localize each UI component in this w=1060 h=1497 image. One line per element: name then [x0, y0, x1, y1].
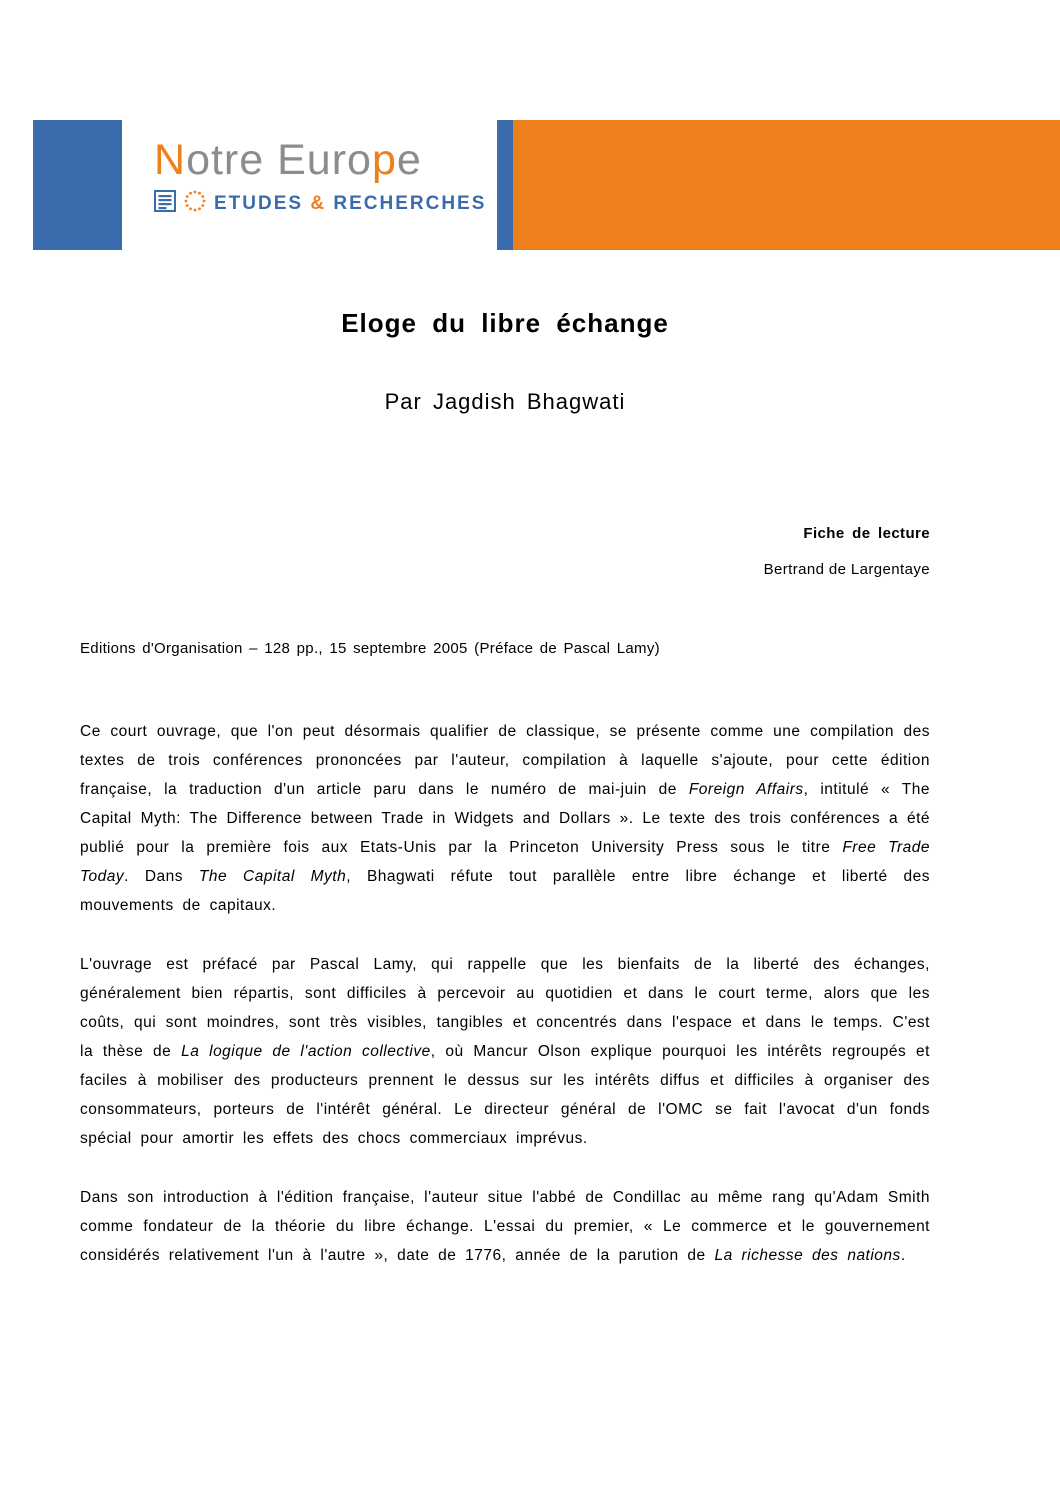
document-body — [80, 250, 930, 1270]
paragraph-1: Ce court ouvrage, que l'on peut désormais qualifier de classique, se présente comme une compilation des textes de trois conférences prononcées par l'auteur, compilation à laquelle s'ajoute, pour cette édition française, la traduction d'un article paru dans le numéro de mai-juin de Foreign Affairs, intitulé « The Capital Myth: The Difference between Trade in Widgets and Dollars ». Le texte des trois conférences a été publié pour la première fois aux Etats-Unis par la Princeton University Press sous le titre Free Trade Today. Dans The Capital Myth, Bhagwati réfute tout parallèle entre libre échange et liberté des mouvements de capitaux. — [80, 723, 930, 914]
logo-text-mid: otre Euro — [186, 136, 372, 184]
review-meta — [80, 525, 930, 578]
banner-orange-block — [513, 120, 1060, 250]
banner-blue-block — [33, 120, 122, 250]
notre-europe-logo — [122, 120, 497, 250]
banner-divider-strip — [497, 120, 513, 250]
review-type-label: Fiche de lecture — [803, 525, 930, 542]
page-title: Eloge du libre échange — [341, 308, 669, 338]
logo-letter-e: e — [396, 136, 422, 184]
header-banner — [33, 120, 1060, 250]
tagline-recherches: RECHERCHES — [333, 192, 487, 214]
logo-tagline — [154, 189, 497, 218]
tagline-ampersand: & — [310, 192, 327, 214]
tagline-etudes: ETUDES — [214, 192, 304, 214]
paragraph-3: Dans son introduction à l'édition française, l'auteur situe l'abbé de Condillac au même rang qu'Adam Smith comme fondateur de la théorie du libre échange. L'essai du premier, « Le commerce et le gouvernement considérés relativement l'un à l'autre », date de 1776, année de la parution de La richesse des nations. — [80, 1189, 930, 1264]
paragraph-2: L'ouvrage est préfacé par Pascal Lamy, qui rappelle que les bienfaits de la liberté des échanges, généralement bien répartis, sont difficiles à percevoir au quotidien et dans le court terme, alors que les coûts, qui sont moindres, sont très visibles, tangibles et concentrés dans l'espace et dans le temps. C'est la thèse de La logique de l'action collective, où Mancur Olson explique pourquoi les intérêts regroupés et faciles à mobiliser des producteurs prennent le dessus sur les intérêts diffus et difficiles à organiser des consommateurs, porteurs de l'intérêt général. Le directeur général de l'OMC se fait l'avocat d'un fonds spécial pour amortir les effets des chocs commerciaux imprévus. — [80, 956, 930, 1147]
logo-letter-n: N — [154, 136, 187, 184]
eu-stars-circle-icon — [183, 189, 207, 218]
author-byline: Par Jagdish Bhagwati — [384, 389, 626, 414]
edition-line: Editions d'Organisation – 128 pp., 15 septembre 2005 (Préface de Pascal Lamy) — [80, 640, 660, 657]
document-lines-icon — [154, 190, 176, 217]
logo-wordmark — [154, 136, 497, 185]
logo-letter-p: p — [371, 136, 397, 184]
reviewer-name: Bertrand de Largentaye — [763, 561, 930, 578]
tagline-text — [214, 193, 486, 215]
